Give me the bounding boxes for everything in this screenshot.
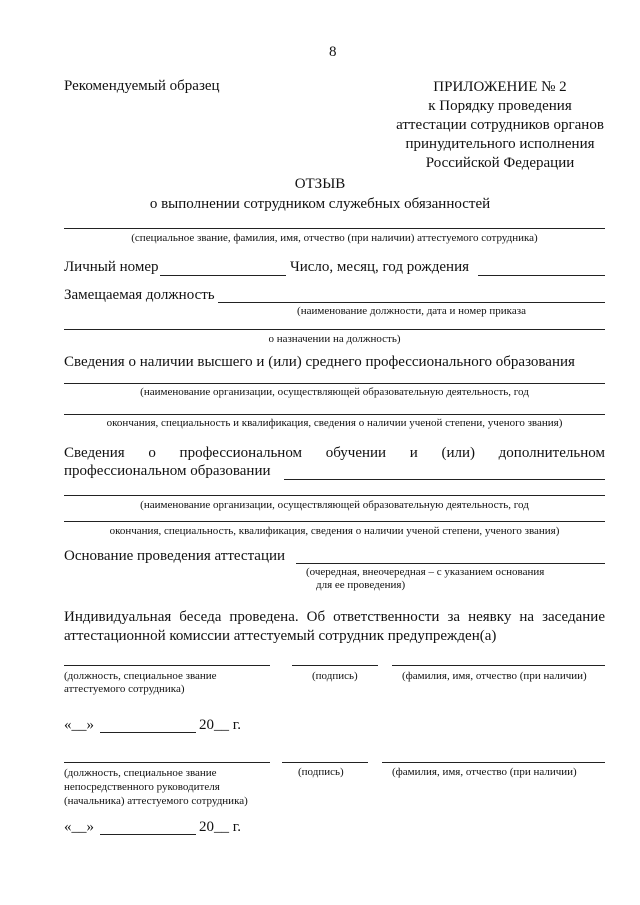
position-input[interactable]	[218, 302, 605, 303]
employee-position-hint	[64, 670, 217, 696]
basis-label: Основание проведения аттестации	[64, 548, 286, 564]
appendix-block	[382, 78, 618, 173]
date-quote-1: «__»	[64, 717, 94, 733]
word: профессиональном	[179, 445, 303, 461]
basis-hint-2: для ее проведения)	[316, 579, 406, 591]
education-line-1[interactable]	[64, 383, 605, 384]
birth-date-label: Число, месяц, год рождения	[290, 259, 469, 275]
basis-input[interactable]	[296, 563, 605, 564]
rank-name-hint: (специальное звание, фамилия, имя, отчество (при наличии) аттестуемого сотрудника)	[131, 232, 538, 244]
word: Об	[306, 609, 326, 625]
word: дополнительном	[498, 445, 605, 461]
appendix-line: аттестации сотрудников органов	[396, 117, 604, 133]
rank-name-line[interactable]	[64, 228, 605, 229]
birth-date-input[interactable]	[478, 275, 605, 276]
hint-line: (должность, специальное звание	[64, 767, 217, 779]
word: неявку	[468, 609, 512, 625]
supervisor-signature-hint: (подпись)	[298, 766, 344, 778]
date-quote-2: «__»	[64, 819, 94, 835]
higher-education-label: Сведения о наличии высшего и (или) среднего профессионального образования	[64, 354, 575, 370]
supervisor-position-line[interactable]	[64, 762, 270, 763]
professional-education-input[interactable]	[284, 479, 605, 480]
word: беседа	[179, 609, 222, 625]
word: Сведения	[64, 445, 125, 461]
interview-paragraph-line-2: аттестационной комиссии аттестуемый сотрудник предупрежден(а)	[64, 628, 497, 644]
word: (или)	[441, 445, 475, 461]
education-hint-2: окончания, специальность и квалификация, сведения о наличии ученой степени, ученого звания)	[106, 417, 563, 429]
position-hint: (наименование должности, дата и номер приказа	[297, 305, 526, 317]
supervisor-fio-line[interactable]	[382, 762, 605, 763]
appendix-line: принудительного исполнения	[405, 136, 595, 152]
hint-line: аттестуемого сотрудника)	[64, 683, 185, 695]
hint-line: непосредственного руководителя	[64, 781, 220, 793]
appendix-line: к Порядку проведения	[428, 98, 572, 114]
education-hint-1: (наименование организации, осуществляющей образовательную деятельность, год	[140, 386, 529, 398]
appendix-title: ПРИЛОЖЕНИЕ № 2	[433, 79, 567, 95]
position-line-2[interactable]	[64, 329, 605, 330]
appendix-line: Российской Федерации	[425, 155, 575, 171]
supervisor-signature-line[interactable]	[282, 762, 368, 763]
position-hint-2: о назначении на должность)	[268, 333, 401, 345]
page-number: 8	[329, 44, 337, 60]
word: обучении	[325, 445, 387, 461]
personal-number-input[interactable]	[160, 275, 286, 276]
employee-position-line[interactable]	[64, 665, 270, 666]
employee-signature-hint: (подпись)	[312, 670, 358, 682]
interview-paragraph-line-1	[64, 609, 605, 626]
professional-education-label: профессиональном образовании	[64, 463, 271, 479]
prof-hint-1: (наименование организации, осуществляющей образовательную деятельность, год	[140, 499, 529, 511]
word: о	[148, 445, 156, 461]
professional-training-label	[64, 445, 605, 462]
recommended-sample-label: Рекомендуемый образец	[64, 78, 220, 94]
word: проведена.	[229, 609, 299, 625]
word: Индивидуальная	[64, 609, 172, 625]
document-title: ОТЗЫВ	[294, 176, 346, 192]
prof-hint-2: окончания, специальность, квалификация, сведения о наличии ученой степени, ученого звания)	[109, 525, 560, 537]
document-subtitle: о выполнении сотрудником служебных обязанностей	[149, 196, 491, 212]
position-label: Замещаемая должность	[64, 287, 215, 303]
personal-number-label: Личный номер	[64, 259, 159, 275]
word: ответственности	[333, 609, 440, 625]
date-month-line-1[interactable]	[100, 732, 196, 733]
supervisor-position-hint	[64, 766, 248, 808]
supervisor-fio-hint: (фамилия, имя, отчество (при наличии)	[392, 766, 577, 778]
word: за	[447, 609, 461, 625]
date-year-1: 20__ г.	[199, 717, 241, 733]
education-line-2[interactable]	[64, 414, 605, 415]
word: на	[519, 609, 535, 625]
date-year-2: 20__ г.	[199, 819, 241, 835]
word: и	[409, 445, 418, 461]
hint-line: (должность, специальное звание	[64, 670, 217, 682]
employee-signature-line[interactable]	[292, 665, 378, 666]
prof-line-2[interactable]	[64, 521, 605, 522]
hint-line: (начальника) аттестуемого сотрудника)	[64, 795, 248, 807]
employee-fio-hint: (фамилия, имя, отчество (при наличии)	[402, 670, 587, 682]
prof-line-1[interactable]	[64, 495, 605, 496]
basis-hint-1: (очередная, внеочередная – с указанием основания	[306, 566, 545, 578]
employee-fio-line[interactable]	[392, 665, 605, 666]
word: заседание	[542, 609, 605, 625]
date-month-line-2[interactable]	[100, 834, 196, 835]
